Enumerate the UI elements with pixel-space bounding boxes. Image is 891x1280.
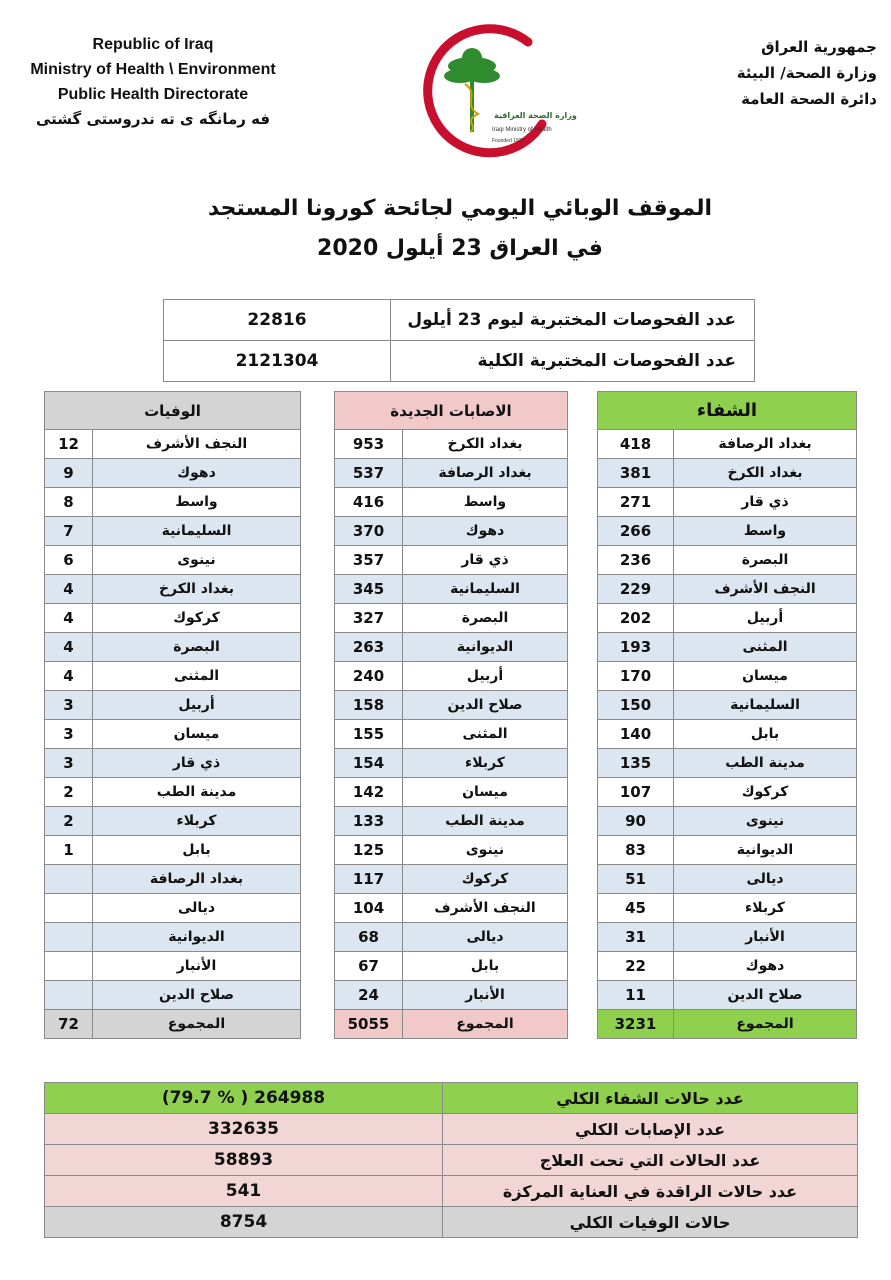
- table-row: [45, 488, 301, 517]
- recovery-governorate: بغداد الرصافة: [674, 430, 857, 459]
- recovery-value: 266: [598, 517, 674, 546]
- deaths-value: 1: [45, 836, 93, 865]
- table-row: [45, 720, 301, 749]
- recovery-value: 90: [598, 807, 674, 836]
- deaths-governorate: صلاح الدين: [93, 981, 301, 1010]
- table-row: [45, 981, 301, 1010]
- table-row: [45, 778, 301, 807]
- new-cases-governorate: المثنى: [403, 720, 568, 749]
- summary-value: 8754: [45, 1207, 443, 1238]
- table-row: [335, 778, 568, 807]
- recovery-governorate: كربلاء: [674, 894, 857, 923]
- new-cases-governorate: بغداد الرصافة: [403, 459, 568, 488]
- header-ar-directorate: دائرة الصحة العامة: [741, 90, 877, 108]
- new-cases-value: 240: [335, 662, 403, 691]
- new-cases-governorate: بابل: [403, 952, 568, 981]
- recovery-governorate: مدينة الطب: [674, 749, 857, 778]
- ministry-logo: [410, 14, 577, 164]
- deaths-governorate: المثنى: [93, 662, 301, 691]
- table-row: [335, 865, 568, 894]
- summary-row: [45, 1114, 858, 1145]
- recovery-value: 51: [598, 865, 674, 894]
- recovery-value: 31: [598, 923, 674, 952]
- summary-label: عدد الإصابات الكلي: [443, 1114, 858, 1145]
- deaths-governorate: النجف الأشرف: [93, 430, 301, 459]
- table-row: [598, 894, 857, 923]
- table-row: [598, 633, 857, 662]
- new-cases-governorate: السليمانية: [403, 575, 568, 604]
- table-row: [45, 894, 301, 923]
- table-row: [598, 575, 857, 604]
- table-row: [598, 691, 857, 720]
- new-cases-value: 155: [335, 720, 403, 749]
- new-cases-value: 263: [335, 633, 403, 662]
- deaths-total-value: 72: [45, 1010, 93, 1039]
- recovery-governorate: صلاح الدين: [674, 981, 857, 1010]
- table-row: [335, 894, 568, 923]
- summary-label: عدد حالات الراقدة في العناية المركزة: [443, 1176, 858, 1207]
- cumulative-summary-table: [44, 1082, 858, 1238]
- new-cases-governorate: واسط: [403, 488, 568, 517]
- recovery-governorate: المثنى: [674, 633, 857, 662]
- summary-row: [45, 1083, 858, 1114]
- new-cases-governorate: كركوك: [403, 865, 568, 894]
- recovery-governorate: ميسان: [674, 662, 857, 691]
- deaths-governorate: ديالى: [93, 894, 301, 923]
- table-row: [335, 662, 568, 691]
- new-cases-governorate: صلاح الدين: [403, 691, 568, 720]
- deaths-value: [45, 894, 93, 923]
- new-cases-governorate: ديالى: [403, 923, 568, 952]
- total-tests-value: 2121304: [164, 341, 391, 382]
- new-cases-governorate: أربيل: [403, 662, 568, 691]
- recovery-governorate: أربيل: [674, 604, 857, 633]
- table-row: [335, 604, 568, 633]
- table-row: [335, 488, 568, 517]
- table-row: [335, 981, 568, 1010]
- deaths-total-row: [45, 1010, 301, 1039]
- new-cases-value: 67: [335, 952, 403, 981]
- recovery-value: 22: [598, 952, 674, 981]
- new-cases-total-row: [335, 1010, 568, 1039]
- svg-text:وزارة الصحة العراقية: وزارة الصحة العراقية: [494, 111, 577, 120]
- deaths-value: [45, 923, 93, 952]
- deaths-governorate: مدينة الطب: [93, 778, 301, 807]
- recovery-value: 418: [598, 430, 674, 459]
- table-row: [45, 575, 301, 604]
- new-cases-rows: [335, 430, 568, 1010]
- new-cases-governorate: مدينة الطب: [403, 807, 568, 836]
- new-cases-value: 24: [335, 981, 403, 1010]
- table-row: [598, 430, 857, 459]
- new-cases-value: 327: [335, 604, 403, 633]
- recovery-value: 107: [598, 778, 674, 807]
- recovery-value: 150: [598, 691, 674, 720]
- table-row: [45, 517, 301, 546]
- deaths-value: 4: [45, 633, 93, 662]
- table-row: [598, 923, 857, 952]
- new-cases-value: 953: [335, 430, 403, 459]
- recovery-governorate: الأنبار: [674, 923, 857, 952]
- table-row: [45, 430, 301, 459]
- table-row: [598, 662, 857, 691]
- new-cases-value: 370: [335, 517, 403, 546]
- report-subtitle-date: في العراق 23 أيلول 2020: [317, 236, 603, 261]
- deaths-value: 3: [45, 720, 93, 749]
- table-row: [598, 749, 857, 778]
- new-cases-value: 158: [335, 691, 403, 720]
- table-row: [45, 807, 301, 836]
- deaths-governorate: ذي قار: [93, 749, 301, 778]
- new-cases-total-value: 5055: [335, 1010, 403, 1039]
- new-cases-header: الاصابات الجديدة: [335, 392, 568, 430]
- table-row: [598, 981, 857, 1010]
- new-cases-value: 357: [335, 546, 403, 575]
- table-row: [45, 865, 301, 894]
- deaths-value: 2: [45, 807, 93, 836]
- summary-value: 332635: [45, 1114, 443, 1145]
- new-cases-governorate: ميسان: [403, 778, 568, 807]
- summary-value: 541: [45, 1176, 443, 1207]
- deaths-governorate: واسط: [93, 488, 301, 517]
- table-row: [598, 807, 857, 836]
- summary-row: [45, 1207, 858, 1238]
- total-tests-label: عدد الفحوصات المختبرية الكلية: [391, 341, 755, 382]
- recovery-governorate: البصرة: [674, 546, 857, 575]
- table-row: [45, 662, 301, 691]
- deaths-value: 4: [45, 575, 93, 604]
- table-row: [335, 633, 568, 662]
- summary-row: [45, 1145, 858, 1176]
- recovery-value: 193: [598, 633, 674, 662]
- report-title: الموقف الوبائي اليومي لجائحة كورونا المستجد: [207, 196, 713, 221]
- new-cases-governorate: الديوانية: [403, 633, 568, 662]
- table-row: [598, 517, 857, 546]
- table-row: [598, 952, 857, 981]
- new-cases-governorate: دهوك: [403, 517, 568, 546]
- recovery-value: 202: [598, 604, 674, 633]
- table-row: [598, 778, 857, 807]
- recovery-header: الشفاء: [598, 392, 857, 430]
- table-row: [45, 749, 301, 778]
- table-row: [164, 300, 755, 341]
- deaths-governorate: بغداد الرصافة: [93, 865, 301, 894]
- svg-text:Iraqi Ministry of Health: Iraqi Ministry of Health: [492, 127, 552, 133]
- header-kurdish-directorate: فه رمانگه ی ته ندروستی گشتی: [35, 110, 271, 128]
- header-en-republic: Republic of Iraq: [92, 36, 214, 53]
- table-row: [45, 604, 301, 633]
- table-row: [598, 604, 857, 633]
- table-row: [335, 517, 568, 546]
- summary-label: عدد حالات الشفاء الكلي: [443, 1083, 858, 1114]
- table-row: [598, 546, 857, 575]
- recovery-value: 381: [598, 459, 674, 488]
- recovery-governorate: ديالى: [674, 865, 857, 894]
- header-ar-republic: جمهورية العراق: [761, 38, 877, 56]
- recovery-value: 83: [598, 836, 674, 865]
- recovery-governorate: بغداد الكرخ: [674, 459, 857, 488]
- recovery-rows: [598, 430, 857, 1010]
- new-cases-value: 345: [335, 575, 403, 604]
- table-row: [45, 836, 301, 865]
- daily-tests-label: عدد الفحوصات المختبرية ليوم 23 أيلول: [391, 300, 755, 341]
- recovery-value: 140: [598, 720, 674, 749]
- deaths-governorate: دهوك: [93, 459, 301, 488]
- summary-label: حالات الوفيات الكلي: [443, 1207, 858, 1238]
- deaths-value: [45, 981, 93, 1010]
- summary-row: [45, 1176, 858, 1207]
- recovery-governorate: النجف الأشرف: [674, 575, 857, 604]
- deaths-governorate: السليمانية: [93, 517, 301, 546]
- recovery-value: 236: [598, 546, 674, 575]
- new-cases-governorate: البصرة: [403, 604, 568, 633]
- summary-label: عدد الحالات التي تحت العلاج: [443, 1145, 858, 1176]
- table-row: [335, 546, 568, 575]
- table-row: [45, 546, 301, 575]
- table-row: [335, 430, 568, 459]
- deaths-header: الوفيات: [45, 392, 301, 430]
- recovery-governorate: نينوى: [674, 807, 857, 836]
- deaths-value: 4: [45, 604, 93, 633]
- recovery-value: 45: [598, 894, 674, 923]
- table-row: [598, 488, 857, 517]
- table-row: [335, 952, 568, 981]
- table-row: [45, 923, 301, 952]
- header-english: [8, 32, 298, 132]
- table-row: [598, 865, 857, 894]
- table-row: [598, 836, 857, 865]
- recovery-table: [597, 391, 857, 1039]
- header-en-directorate: Public Health Directorate: [57, 86, 249, 103]
- table-row: [598, 459, 857, 488]
- table-row: [335, 575, 568, 604]
- new-cases-value: 68: [335, 923, 403, 952]
- recovery-value: 271: [598, 488, 674, 517]
- deaths-rows: [45, 430, 301, 1010]
- deaths-value: 4: [45, 662, 93, 691]
- new-cases-governorate: بغداد الكرخ: [403, 430, 568, 459]
- recovery-value: 170: [598, 662, 674, 691]
- daily-tests-value: 22816: [164, 300, 391, 341]
- new-cases-value: 104: [335, 894, 403, 923]
- recovery-governorate: بابل: [674, 720, 857, 749]
- recovery-total-row: [598, 1010, 857, 1039]
- deaths-table: [44, 391, 301, 1039]
- deaths-value: [45, 865, 93, 894]
- deaths-value: 9: [45, 459, 93, 488]
- deaths-value: [45, 952, 93, 981]
- recovery-value: 229: [598, 575, 674, 604]
- lab-tests-table: [163, 299, 755, 382]
- summary-rows: [45, 1083, 858, 1238]
- new-cases-table: [334, 391, 568, 1039]
- new-cases-value: 416: [335, 488, 403, 517]
- new-cases-value: 537: [335, 459, 403, 488]
- recovery-value: 11: [598, 981, 674, 1010]
- new-cases-governorate: الأنبار: [403, 981, 568, 1010]
- deaths-governorate: بابل: [93, 836, 301, 865]
- recovery-governorate: دهوك: [674, 952, 857, 981]
- table-row: [335, 923, 568, 952]
- deaths-value: 3: [45, 691, 93, 720]
- table-row: [45, 952, 301, 981]
- deaths-governorate: الأنبار: [93, 952, 301, 981]
- new-cases-value: 125: [335, 836, 403, 865]
- recovery-governorate: الديوانية: [674, 836, 857, 865]
- deaths-governorate: البصرة: [93, 633, 301, 662]
- summary-value: 58893: [45, 1145, 443, 1176]
- deaths-value: 3: [45, 749, 93, 778]
- new-cases-value: 117: [335, 865, 403, 894]
- svg-text:Founded 1920: Founded 1920: [492, 138, 525, 144]
- recovery-total-label: المجموع: [674, 1010, 857, 1039]
- new-cases-governorate: نينوى: [403, 836, 568, 865]
- table-row: [335, 720, 568, 749]
- header-ar-ministry: وزارة الصحة/ البيئة: [736, 64, 877, 82]
- header-en-ministry: Ministry of Health \ Environment: [30, 61, 276, 78]
- table-row: [164, 341, 755, 382]
- table-row: [45, 691, 301, 720]
- recovery-governorate: السليمانية: [674, 691, 857, 720]
- table-row: [335, 691, 568, 720]
- recovery-total-value: 3231: [598, 1010, 674, 1039]
- new-cases-total-label: المجموع: [403, 1010, 568, 1039]
- deaths-value: 8: [45, 488, 93, 517]
- header-arabic: [657, 34, 877, 112]
- table-row: [45, 633, 301, 662]
- new-cases-governorate: ذي قار: [403, 546, 568, 575]
- recovery-governorate: ذي قار: [674, 488, 857, 517]
- deaths-value: 12: [45, 430, 93, 459]
- table-row: [335, 807, 568, 836]
- deaths-governorate: أربيل: [93, 691, 301, 720]
- new-cases-governorate: كربلاء: [403, 749, 568, 778]
- new-cases-value: 142: [335, 778, 403, 807]
- deaths-governorate: الديوانية: [93, 923, 301, 952]
- deaths-governorate: كركوك: [93, 604, 301, 633]
- deaths-value: 2: [45, 778, 93, 807]
- deaths-governorate: ميسان: [93, 720, 301, 749]
- deaths-value: 7: [45, 517, 93, 546]
- table-row: [45, 459, 301, 488]
- recovery-governorate: واسط: [674, 517, 857, 546]
- deaths-value: 6: [45, 546, 93, 575]
- deaths-total-label: المجموع: [93, 1010, 301, 1039]
- new-cases-value: 133: [335, 807, 403, 836]
- deaths-governorate: نينوى: [93, 546, 301, 575]
- new-cases-value: 154: [335, 749, 403, 778]
- recovery-value: 135: [598, 749, 674, 778]
- summary-value: (79.7 % ) 264988: [45, 1083, 443, 1114]
- deaths-governorate: بغداد الكرخ: [93, 575, 301, 604]
- new-cases-governorate: النجف الأشرف: [403, 894, 568, 923]
- table-row: [598, 720, 857, 749]
- table-row: [335, 749, 568, 778]
- recovery-governorate: كركوك: [674, 778, 857, 807]
- table-row: [335, 459, 568, 488]
- deaths-governorate: كربلاء: [93, 807, 301, 836]
- table-row: [335, 836, 568, 865]
